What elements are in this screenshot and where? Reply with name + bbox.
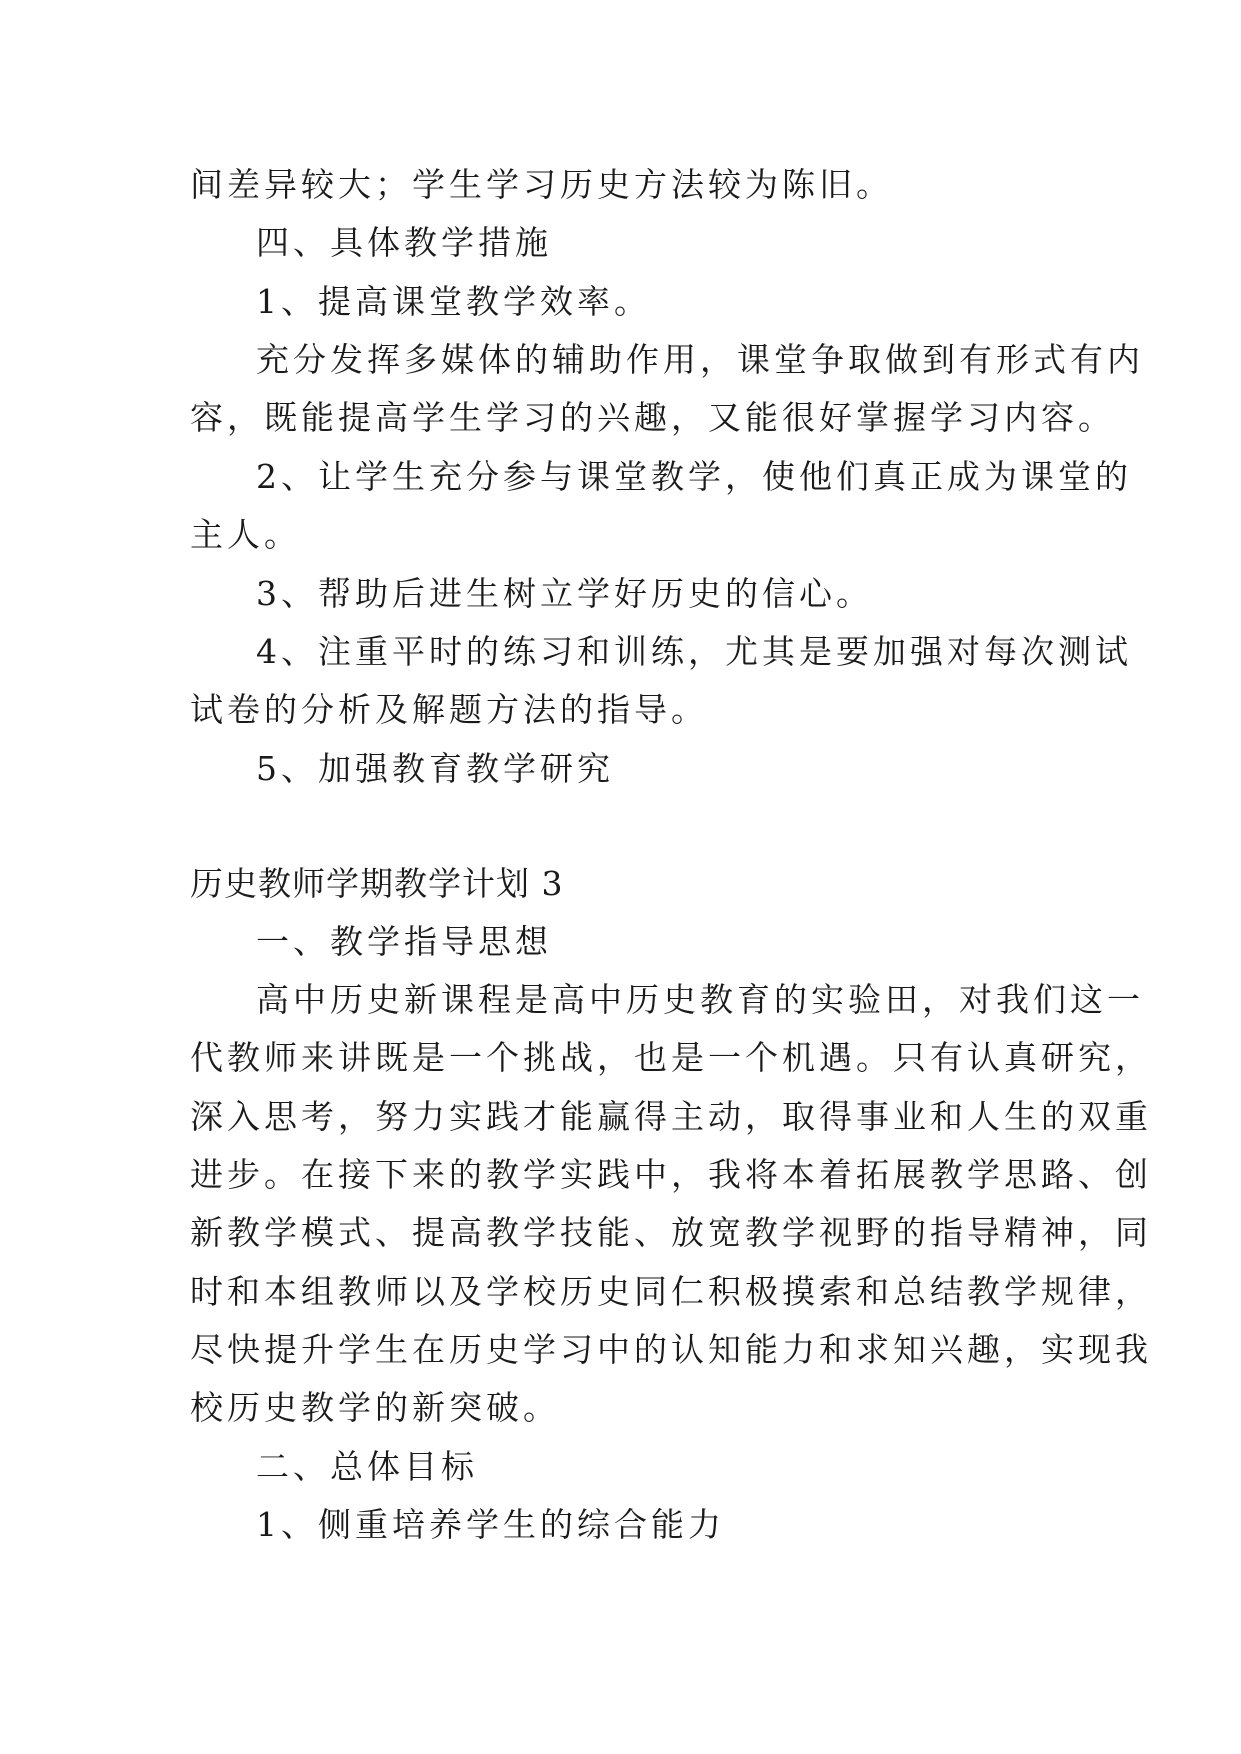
section-heading: 一、教学指导思想 bbox=[256, 922, 552, 961]
section-heading: 二、总体目标 bbox=[256, 1447, 478, 1486]
paragraph-line: 校历史教学的新突破。 bbox=[190, 1388, 560, 1427]
paragraph-line: 尽快提升学生在历史学习中的认知能力和求知兴趣，实现我 bbox=[190, 1330, 1152, 1369]
list-item: 1、提高课堂教学效率。 bbox=[256, 282, 651, 321]
list-item: 4、注重平时的练习和训练，尤其是要加强对每次测试 bbox=[256, 632, 1132, 671]
paragraph-line: 间差异较大；学生学习历史方法较为陈旧。 bbox=[190, 165, 893, 204]
paragraph-line: 充分发挥多媒体的辅助作用，课堂争取做到有形式有内 bbox=[256, 340, 1144, 379]
section-heading: 四、具体教学措施 bbox=[256, 223, 552, 262]
list-item: 5、加强教育教学研究 bbox=[256, 749, 614, 788]
paragraph-line: 高中历史新课程是高中历史教育的实验田，对我们这一 bbox=[256, 980, 1144, 1019]
list-item: 2、让学生充分参与课堂教学，使他们真正成为课堂的 bbox=[256, 457, 1132, 496]
list-item: 1、侧重培养学生的综合能力 bbox=[256, 1505, 725, 1544]
paragraph-line: 时和本组教师以及学校历史同仁积极摸索和总结教学规律， bbox=[190, 1272, 1152, 1311]
list-item: 3、帮助后进生树立学好历史的信心。 bbox=[256, 574, 873, 613]
paragraph-line: 新教学模式、提高教学技能、放宽教学视野的指导精神，同 bbox=[190, 1213, 1152, 1252]
paragraph-line: 深入思考，努力实践才能赢得主动，取得事业和人生的双重 bbox=[190, 1097, 1152, 1136]
paragraph-line: 试卷的分析及解题方法的指导。 bbox=[190, 690, 708, 729]
paragraph-line: 主人。 bbox=[190, 515, 301, 554]
paragraph-line: 容，既能提高学生学习的兴趣，又能很好掌握学习内容。 bbox=[190, 398, 1115, 437]
document-title: 历史教师学期教学计划 3 bbox=[190, 864, 564, 903]
paragraph-line: 代教师来讲既是一个挑战，也是一个机遇。只有认真研究， bbox=[190, 1038, 1152, 1077]
paragraph-line: 进步。在接下来的教学实践中，我将本着拓展教学思路、创 bbox=[190, 1155, 1152, 1194]
